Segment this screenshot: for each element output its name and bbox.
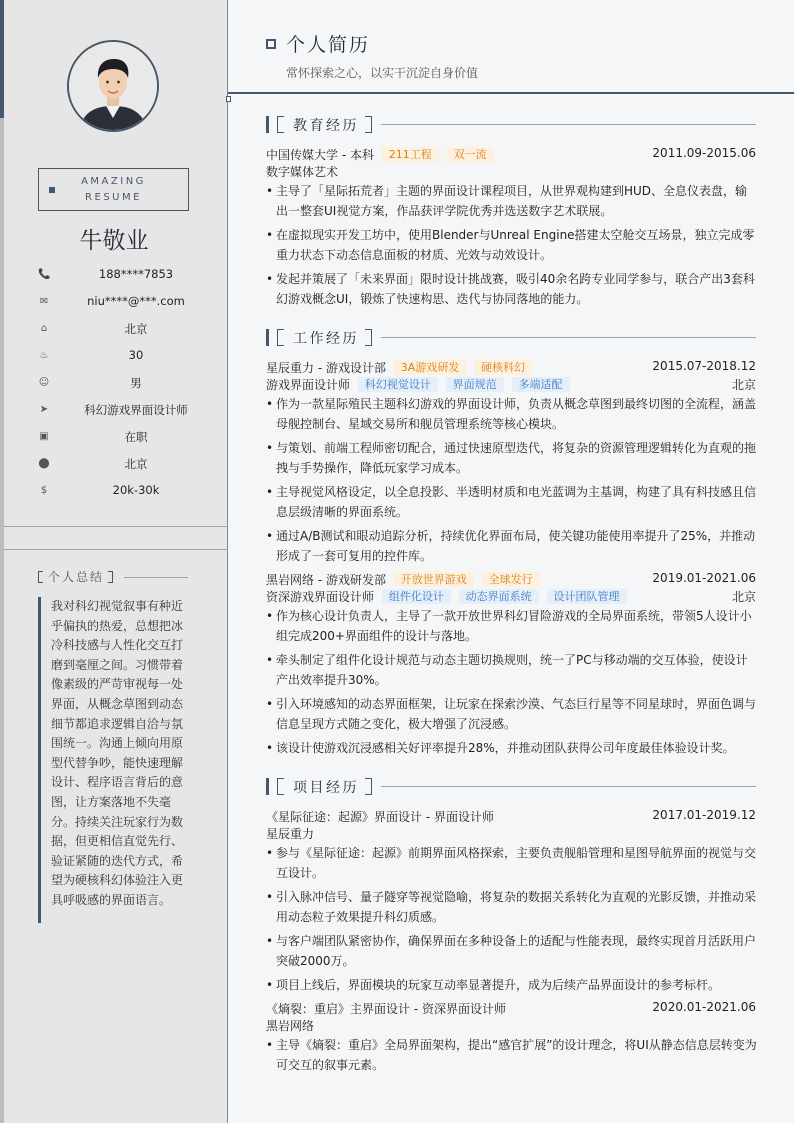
job-position: 游戏界面设计师	[266, 378, 351, 392]
cake-icon: ♨	[39, 350, 49, 361]
info-value: 男	[130, 376, 142, 390]
skill-tag: 多端适配	[512, 377, 570, 392]
send-icon: ➤	[39, 404, 49, 415]
info-email	[34, 293, 210, 313]
bracket-right-icon	[365, 778, 372, 795]
job-position: 资深游戏界面设计师	[266, 590, 375, 604]
section-bar	[266, 329, 269, 346]
list-item: • 通过A/B测试和眼动追踪分析，持续优化界面布局，使关键功能使用率提升了25%，并推动形成了一套可复用的控件库。	[266, 526, 758, 566]
info-value: 科幻游戏界面设计师	[84, 403, 188, 417]
school-name: 中国传媒大学 - 本科	[266, 148, 374, 162]
summary-title	[38, 568, 113, 585]
list-item: • 该设计使游戏沉浸感相关好评率提升28%，并推动团队获得公司年度最佳体验设计奖。	[266, 738, 758, 758]
info-phone	[34, 266, 210, 286]
section-title-text: 工作经历	[293, 331, 359, 347]
job-city: 北京	[731, 378, 756, 392]
bracket-right-icon	[365, 116, 372, 133]
info-age	[34, 347, 210, 367]
education-major	[266, 163, 756, 181]
company-tag: 开放世界游戏	[394, 572, 474, 587]
project-bullets	[266, 1035, 758, 1079]
header-marker	[226, 96, 231, 102]
project-header	[266, 808, 756, 826]
project-date: 2020.01-2021.06	[652, 1000, 756, 1014]
skill-tag: 设计团队管理	[547, 589, 627, 604]
avatar-portrait-icon	[69, 42, 157, 130]
job-date: 2019.01-2021.06	[652, 571, 756, 585]
skill-tag: 界面规范	[446, 377, 504, 392]
list-item: • 与策划、前端工程师密切配合，通过快速原型迭代，将复杂的资源管理逻辑转化为直观的拖拽与手势操作，降低玩家学习成本。	[266, 438, 758, 478]
bracket-left-icon	[277, 778, 284, 795]
education-bullets	[266, 181, 758, 313]
job-date: 2015.07-2018.12	[652, 359, 756, 373]
education-header	[266, 146, 756, 164]
info-value: 188****7853	[98, 267, 174, 281]
list-item: • 作为一款星际殖民主题科幻游戏的界面设计师，负责从概念草图到最终切图的全流程，涵盖母舰控制台、星域交易所和舰员管理系统等核心模块。	[266, 394, 758, 434]
bracket-left-icon	[38, 571, 43, 583]
bracket-right-icon	[365, 329, 372, 346]
project-date: 2017.01-2019.12	[652, 808, 756, 822]
list-item: • 主导《熵裂：重启》全局界面架构，提出“感官扩展”的设计理念，将UI从静态信息层转变为可交互的叙事元素。	[266, 1035, 758, 1075]
list-item: • 作为核心设计负责人，主导了一款开放世界科幻冒险游戏的全局界面系统，带领5人设计小组完成200+界面组件的设计与落地。	[266, 606, 758, 646]
section-line	[381, 337, 756, 338]
list-item: • 牵头制定了组件化设计规范与动态主题切换规则，统一了PC与移动端的交互体验，使设计产出效率提升30%。	[266, 650, 758, 690]
info-status	[34, 428, 210, 448]
page-subtitle: 常怀探索之心，以实干沉淀自身价值	[286, 66, 479, 80]
badge-square-icon	[49, 187, 55, 193]
project-name: 《熵裂：重启》主界面设计 - 资深界面设计师	[266, 1002, 506, 1016]
info-value: 在职	[124, 430, 148, 444]
location-icon: ⬤	[38, 458, 50, 469]
school-tag: 211工程	[382, 147, 439, 162]
project-header	[266, 1000, 756, 1018]
info-salary	[34, 482, 210, 502]
list-item: • 发起并策展了「未来界面」限时设计挑战赛，吸引40余名跨专业同学参与，联合产出3套科幻游戏概念UI，锻炼了快速构思、迭代与协同落地的能力。	[266, 269, 758, 309]
sidebar	[0, 0, 228, 1123]
job-city: 北京	[731, 590, 756, 604]
company-tag: 全球发行	[482, 572, 540, 587]
list-item: • 主导视觉风格设定，以全息投影、半透明材质和电光蓝调为主基调，构建了具有科技感且信息层级清晰的界面系统。	[266, 482, 758, 522]
project-company: 黑岩网络	[266, 1019, 315, 1033]
smile-icon: ☺	[38, 377, 50, 388]
info-value: niu****@***.com	[87, 294, 185, 308]
bracket-left-icon	[277, 116, 284, 133]
company-tag: 3A游戏研发	[394, 360, 467, 375]
summary-title-text: 个人总结	[48, 570, 105, 584]
skill-tag: 科幻视觉设计	[358, 377, 438, 392]
project-company-row	[266, 825, 756, 843]
job-bullets	[266, 394, 758, 570]
company-name: 星辰重力 - 游戏设计部	[266, 361, 386, 375]
sidebar-divider	[4, 526, 228, 527]
info-value: 20k-30k	[112, 483, 160, 497]
badge-line-2: RESUME	[85, 192, 142, 203]
company-tag: 硬核科幻	[474, 360, 532, 375]
candidate-name: 牛敬业	[79, 228, 149, 254]
bracket-left-icon	[277, 329, 284, 346]
info-gender	[34, 374, 210, 394]
home-icon: ⌂	[40, 323, 48, 334]
sidebar-divider	[4, 549, 228, 550]
list-item: • 项目上线后，界面模块的玩家互动率显著提升，成为后续产品界面设计的参考标杆。	[266, 975, 758, 995]
major-name: 数字媒体艺术	[266, 165, 339, 179]
page-title	[266, 30, 370, 57]
list-item: • 与客户端团队紧密协作，确保界面在多种设备上的适配与性能表现，最终实现首月活跃用户突破2000万。	[266, 931, 758, 971]
info-value: 北京	[124, 322, 148, 336]
bracket-right-icon	[108, 571, 113, 583]
info-city	[34, 455, 210, 475]
amazing-resume-badge	[38, 168, 189, 211]
info-hometown	[34, 320, 210, 340]
phone-icon: 📞	[38, 269, 51, 280]
skill-tag: 组件化设计	[382, 589, 451, 604]
briefcase-icon: ▣	[39, 431, 49, 442]
sidebar-accent-bar	[0, 0, 4, 1123]
skill-tag: 动态界面系统	[459, 589, 539, 604]
list-item: • 在虚拟现实开发工坊中，使用Blender与Unreal Engine搭建太空舱交互场景，独立完成零重力状态下动态信息面板的材质、光效与动效设计。	[266, 225, 758, 265]
info-value: 30	[128, 348, 144, 362]
education-date: 2011.09-2015.06	[652, 146, 756, 160]
mail-icon: ✉	[39, 296, 49, 307]
school-tag: 双一流	[447, 147, 494, 162]
project-name: 《星际征途：起源》界面设计 - 界面设计师	[266, 810, 494, 824]
title-square-icon	[266, 39, 276, 49]
project-company: 星辰重力	[266, 827, 315, 841]
badge-line-1: AMAZING	[81, 176, 146, 187]
job-header	[266, 359, 756, 377]
company-name: 黑岩网络 - 游戏研发部	[266, 573, 386, 587]
project-bullets	[266, 843, 758, 999]
avatar	[67, 40, 159, 132]
list-item: • 引入脉冲信号、量子隧穿等视觉隐喻，将复杂的数据关系转化为直观的光影反馈，并推动采用动态粒子效果提升科幻质感。	[266, 887, 758, 927]
section-line	[381, 786, 756, 787]
summary-text: 我对科幻视觉叙事有种近乎偏执的热爱，总想把冰冷科技感与人性化交互打磨到毫厘之间。习惯带着像素级的严苛审视每一处界面，从概念草图到动态细节都追求逻辑自洽与氛围统一。沟通上倾向用原型代替争吵，能快速理解设计、程序语言背后的意图，让方案落地不失毫分。持续关注玩家行为数据，但更相信直觉先行、验证紧随的迭代方式，希望为硬核科幻体验注入更具呼吸感的界面语言。	[38, 597, 188, 923]
info-job-target	[34, 401, 210, 421]
section-line	[381, 124, 756, 125]
info-value: 北京	[124, 457, 148, 471]
job-header	[266, 571, 756, 589]
project-company-row	[266, 1017, 756, 1035]
job-position-row	[266, 376, 756, 394]
money-icon: $	[40, 485, 48, 496]
list-item: • 主导了「星际拓荒者」主题的界面设计课程项目，从世界观构建到HUD、全息仪表盘，输出一整套UI视觉方案，作品获评学院优秀并选送数字艺术联展。	[266, 181, 758, 221]
summary-title-line	[124, 577, 188, 578]
header-divider	[228, 92, 794, 94]
section-bar	[266, 778, 269, 795]
page-title-text: 个人简历	[286, 34, 371, 56]
section-bar	[266, 116, 269, 133]
section-title-text: 项目经历	[293, 780, 359, 796]
job-bullets	[266, 606, 758, 762]
list-item: • 引入环境感知的动态界面框架，让玩家在探索沙漠、气态巨行星等不同星球时，界面色调与信息呈现方式随之变化，极大增强了沉浸感。	[266, 694, 758, 734]
job-position-row	[266, 588, 756, 606]
section-title-text: 教育经历	[293, 118, 359, 134]
list-item: • 参与《星际征途：起源》前期界面风格探索，主要负责舰船管理和星图导航界面的视觉与交互设计。	[266, 843, 758, 883]
